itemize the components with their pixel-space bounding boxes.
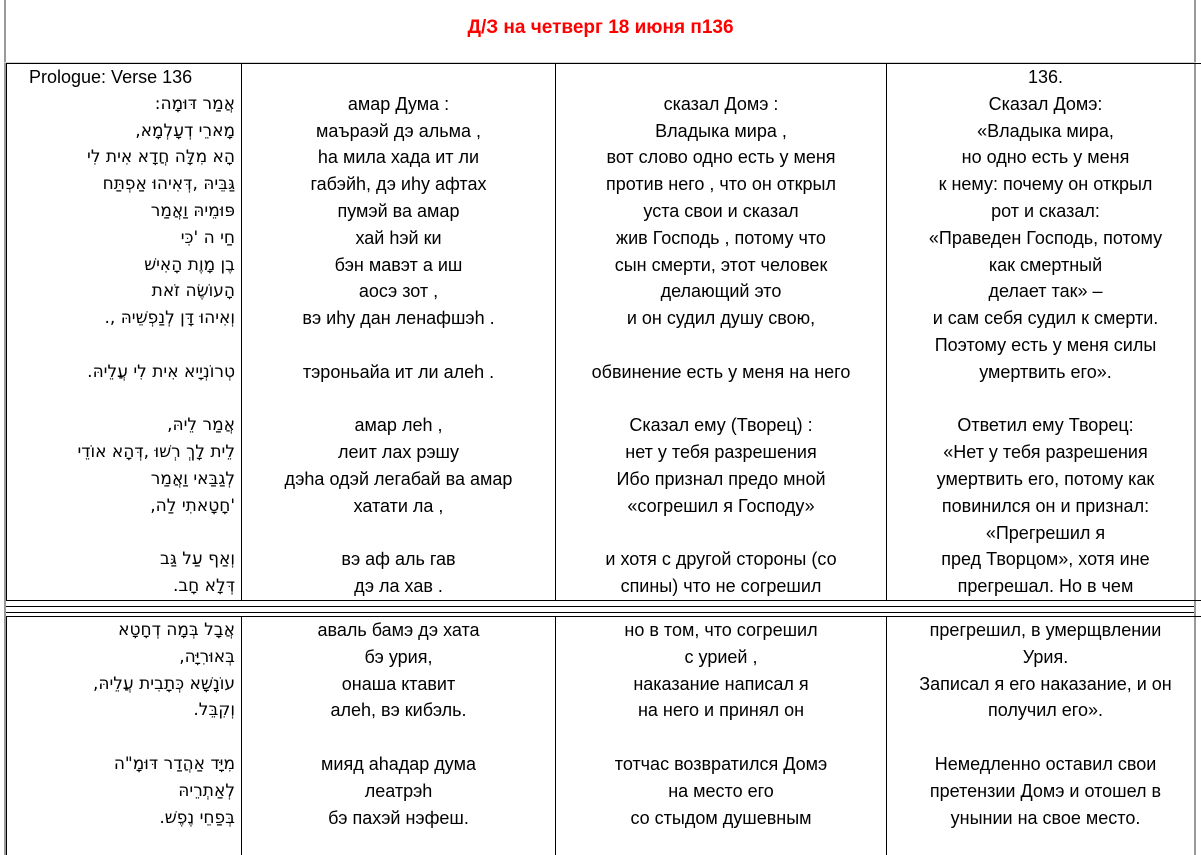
text-line: бэн мавэт а иш: [334, 254, 463, 275]
text-line: [556, 520, 886, 547]
text-line: уста свои и сказал: [643, 200, 799, 221]
text-line: בְּאוּרִיָּה,: [179, 646, 235, 667]
text-line: «Прегрешил я: [985, 522, 1106, 543]
hebrew-column: [7, 617, 242, 855]
text-line: מִיָּד אַהֲדַר דּוּמָ"ה: [113, 753, 235, 774]
table-row: [7, 64, 1201, 601]
text-line: аваль бамэ дэ хата: [317, 620, 480, 640]
text-line: לְאַתְרֵיהּ: [178, 780, 235, 801]
text-line: Ответил ему Творец:: [957, 415, 1134, 436]
text-line: Поэтому есть у меня силы: [934, 334, 1157, 355]
text-line: хатати ла ,: [353, 495, 444, 516]
text-line: Немедленно оставил свои: [934, 753, 1157, 774]
text-line: спины) что не согрешил: [620, 576, 822, 597]
translation-column: [887, 617, 1201, 855]
text-line: прегрешил, в умерщвлении: [929, 620, 1162, 640]
verse-table-section-2: [6, 616, 1201, 855]
text-line: אֲמַר לֵיהּ,: [167, 415, 235, 436]
text-line: получил его».: [987, 700, 1103, 721]
text-line: вэ иhу дан ленафшэh .: [302, 308, 495, 329]
text-line: Сказал ему (Творец) :: [629, 415, 813, 436]
text-line: обвинение есть у меня на него: [591, 361, 851, 382]
text-line: как смертный: [988, 254, 1103, 275]
text-line: бэ пахэй нэфеш.: [328, 807, 469, 828]
text-line: умертвить его».: [979, 361, 1112, 382]
text-line: амар леh ,: [354, 415, 443, 436]
text-line: с урией ,: [684, 646, 758, 667]
text-line: לֵית לָךְ רְשׁוּ ,דְּהָא אוֹדֵי: [77, 442, 235, 463]
text-line: со стыдом душевным: [630, 807, 812, 828]
text-line: וְאִיהוּ דָּן לְנַפְשֵׁיהּ ,.: [104, 308, 235, 329]
text-line: леатрэh: [364, 780, 433, 801]
text-line: [556, 386, 886, 413]
text-line: «Нет у тебя разрешения: [943, 442, 1148, 463]
text-line: вот слово одно есть у меня: [606, 147, 836, 168]
text-line: Prologue: Verse 136: [29, 67, 193, 87]
text-line: «Владыка мира,: [977, 120, 1114, 141]
text-line: וְאַף עַל גַּב: [160, 549, 235, 570]
text-line: לְגַבַּאי וַאֲמַר: [150, 468, 235, 489]
section-divider: [6, 612, 1194, 613]
text-line: унынии на свое место.: [950, 807, 1141, 828]
text-line: на него и принял он: [637, 700, 805, 721]
text-line: הָא מִלָּה חֲדָא אִית לִי: [87, 147, 235, 168]
text-line: דְּלָא חָב.: [172, 576, 235, 597]
text-line: [242, 386, 555, 413]
text-line: онаша ктавит: [341, 673, 456, 694]
text-line: претензии Домэ и отошел в: [929, 780, 1162, 801]
text-line: גַּבֵּיהּ ,דְּאִיהוּ אַפְתַּח: [102, 174, 235, 195]
text-line: Сказал Домэ:: [988, 93, 1103, 114]
text-line: тэроньайа ит ли алеh .: [302, 361, 495, 382]
text-line: дэhа одэй легабай ва амар: [284, 468, 513, 489]
text-line: маъраэй дэ альма ,: [315, 120, 482, 141]
text-line: [242, 724, 555, 751]
table-row: [7, 617, 1201, 855]
text-line: габэйh, дэ иhу афтах: [310, 174, 487, 195]
literal-translation-column: [556, 64, 887, 601]
text-line: против него , что он открыл: [606, 174, 836, 195]
text-line: и сам себя судил к смерти.: [932, 308, 1159, 329]
text-line: [556, 64, 886, 91]
transliteration-column: [242, 64, 556, 601]
text-line: [7, 332, 235, 359]
text-line: Урия.: [1022, 646, 1069, 667]
text-line: Ибо признал предо мной: [616, 468, 826, 489]
text-line: «согрешил я Господу»: [627, 495, 815, 516]
text-line: פּוּמֵיהּ וַאֲמַר: [150, 200, 235, 221]
translation-column: [887, 64, 1201, 601]
text-line: אֲמַר דּוּמָה:: [154, 93, 235, 114]
text-line: жив Господь , потому что: [616, 227, 826, 248]
text-line: но одно есть у меня: [961, 147, 1130, 168]
text-line: 136.: [1027, 67, 1064, 87]
text-line: טְרוֹנְיָיא אִית לִי עֲלֵיהּ.: [87, 361, 235, 382]
text-line: אֲבָל בְּמָה דְחָטָא: [118, 620, 235, 640]
section-divider: [6, 606, 1194, 607]
verse-table-section-1: [6, 63, 1201, 601]
text-line: тотчас возвратился Домэ: [614, 753, 828, 774]
text-line: [242, 332, 555, 359]
text-line: повинился он и признал:: [941, 495, 1150, 516]
text-line: и хотя с другой стороны (со: [605, 549, 837, 570]
text-line: но в том, что согрешил: [624, 620, 818, 640]
text-line: hа мила хада ит ли: [317, 147, 480, 168]
text-line: [7, 724, 235, 751]
text-line: [7, 520, 235, 547]
text-line: пумэй ва амар: [337, 200, 460, 221]
text-line: и он судил душу свою,: [626, 308, 816, 329]
text-line: [887, 724, 1201, 751]
text-line: [556, 332, 886, 359]
text-line: пред Творцом», хотя ине: [941, 549, 1150, 570]
text-line: Записал я его наказание, и он: [919, 673, 1172, 694]
text-line: аосэ зот ,: [358, 281, 439, 302]
text-line: мияд аhадар дума: [321, 753, 476, 774]
text-line: наказание написал я: [633, 673, 809, 694]
text-line: хай hэй ки: [355, 227, 442, 248]
text-line: на место его: [668, 780, 774, 801]
text-line: делающий это: [660, 281, 782, 302]
text-line: леит лах рэшу: [338, 442, 459, 463]
text-line: חַי ה 'כִּי: [180, 227, 235, 248]
transliteration-column: [242, 617, 556, 855]
text-line: «Праведен Господь, потому: [928, 227, 1163, 248]
text-line: 'חָטָאתִי לַה,: [150, 495, 235, 516]
text-line: дэ ла хав .: [354, 576, 443, 597]
text-line: к нему: почему он открыл: [938, 174, 1153, 195]
text-line: сказал Домэ :: [663, 93, 779, 114]
text-line: בֶן מָוֶת הָאִישׁ: [144, 254, 235, 275]
hebrew-column: [7, 64, 242, 601]
text-line: амар Дума :: [347, 93, 450, 114]
text-line: рот и сказал:: [991, 200, 1100, 221]
text-line: умертвить его, потому как: [936, 468, 1155, 489]
text-line: вэ аф аль гав: [341, 549, 456, 570]
page-title: Д/З на четверг 18 июня п136: [467, 17, 734, 38]
text-line: וְקִבֵּל.: [193, 700, 235, 721]
text-line: [887, 386, 1201, 413]
text-line: [556, 724, 886, 751]
text-line: [242, 520, 555, 547]
text-line: бэ урия,: [364, 646, 433, 667]
text-line: делает так» –: [988, 281, 1103, 302]
text-line: алеh, вэ кибэль.: [330, 700, 467, 721]
text-line: нет у тебя разрешения: [625, 442, 817, 463]
text-line: прегрешал. Но в чем: [957, 576, 1134, 597]
literal-translation-column: [556, 617, 887, 855]
text-line: מָארֵי דְעָלְמָא,: [135, 120, 235, 141]
text-line: Владыка мира ,: [655, 120, 787, 141]
text-line: [7, 386, 235, 413]
text-line: הָעוֹשֶׂה זֹאת: [151, 281, 235, 302]
text-line: сын смерти, этот человек: [614, 254, 828, 275]
text-line: [242, 64, 555, 91]
text-line: עוֹנָשָׁא כְּתָבִית עֲלֵיהּ,: [92, 673, 235, 694]
text-line: בְּפַחֵי נֶפֶשׁ.: [159, 807, 235, 828]
